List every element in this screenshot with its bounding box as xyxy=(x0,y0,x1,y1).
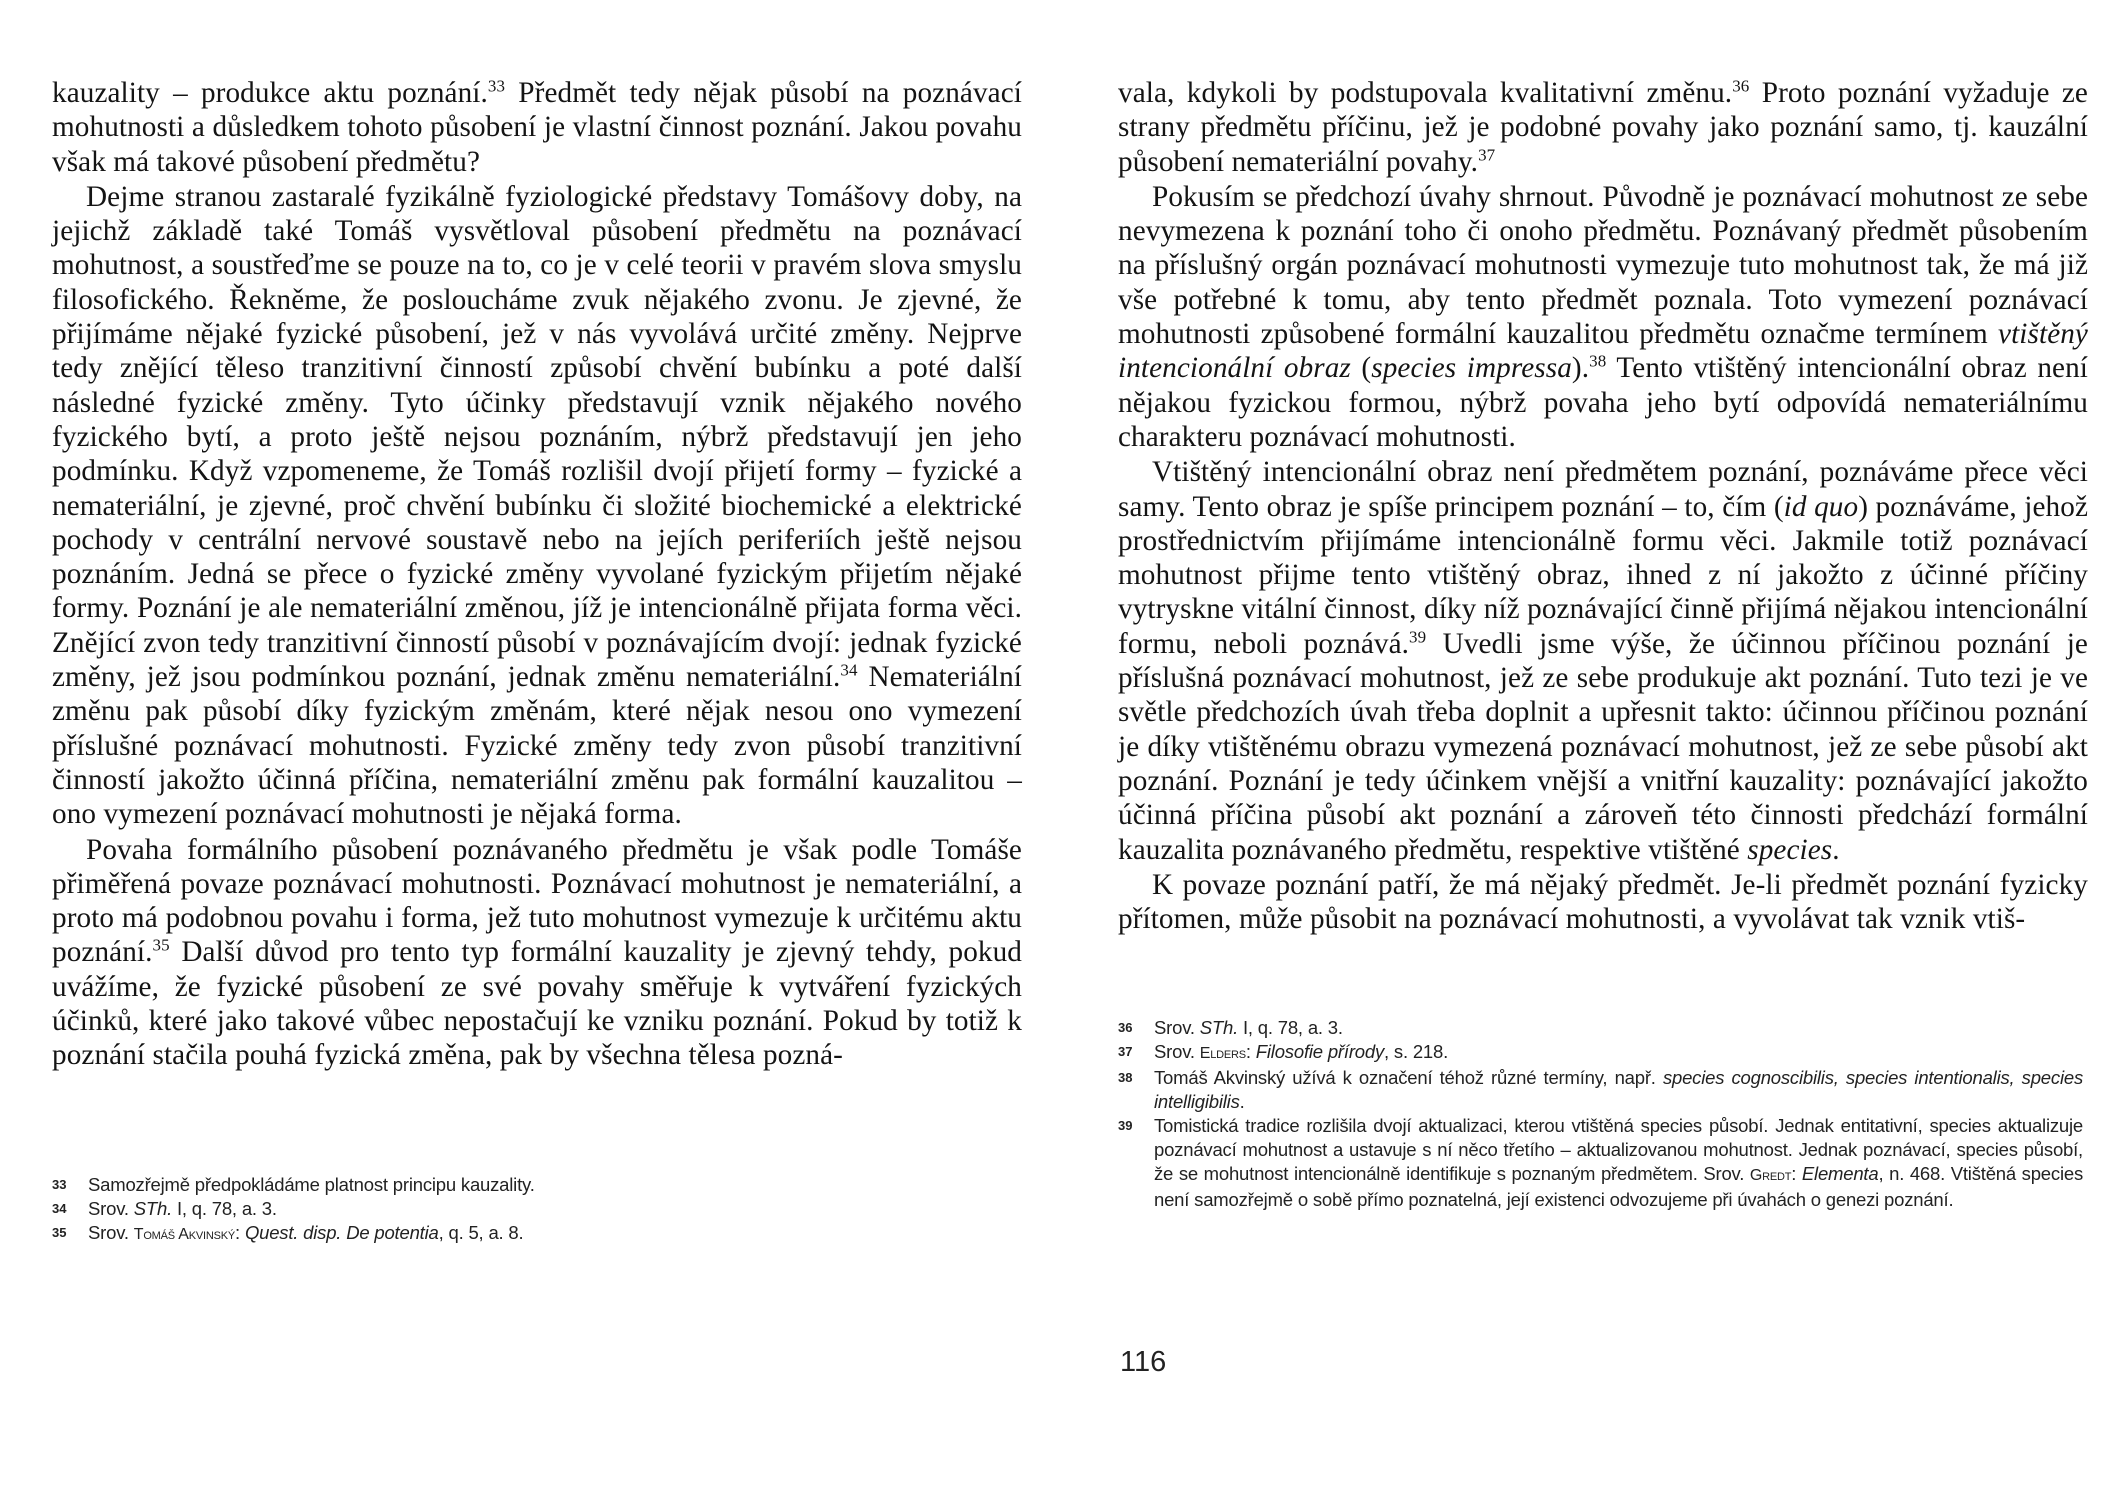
footnote: 39 Tomistická tradice rozlišila dvojí aktualizaci, kterou vtištěná species působí. Jednak entitativní, species aktualizuje poznávací mohutnost a ustavuje s ní něco třetího – aktualizovanou mohutnost. Jednak poznávací, species působí, že se mohutnost intencionálně identifikuje s poznaným předmětem. Srov. Gredt: Elementa, n. 468. Vtištěná species není samozřejmě o sobě přímo poznatelná, její existenci odvozujeme při úvahách o genezi poznání. xyxy=(1118,1115,2083,1210)
right-footnotes xyxy=(1118,1016,2083,1212)
footnote-ref: 35 xyxy=(152,935,170,955)
footnote-ref: 33 xyxy=(487,76,506,96)
footnote: 33 Samozřejmě předpokládáme platnost principu kauzality. xyxy=(52,1174,535,1195)
paragraph: Dejme stranou zastaralé fyzikálně fyziologické představy Tomášovy doby, na jejichž základě také Tomáš vysvětloval působení předmětu na poznávací mohutnost, a soustřeďme se pouze na to, co je v celé teorii v pravém slova smyslu filosofického. Řekněme, že posloucháme zvuk nějakého zvonu. Je zjevné, že přijímáme nějaké fyzické působení, jež v nás vyvolává určité změny. Nejprve tedy znějící těleso tranzitivní činností způsobí chvění bubínku a poté další následné fyzické změny. Tyto účinky představují vznik nějakého nového fyzického bytí, a proto ještě nejsou poznáním, nýbrž představují jen jeho podmínku. Když vzpomeneme, že Tomáš rozlišil dvojí přijetí formy – fyzické a nemateriální, je zjevné, proč chvění bubínku či složité biochemické a elektrické pochody v centrální nervové soustavě nebo na jejích periferiích ještě nejsou poznáním. Jedná se přece o fyzické změny vyvolané fyzickým přijetím nějaké formy. Poznání je ale nemateriální změnou, jíž je intencionálně přijata forma věci. Znějící zvon tedy tranzitivní činností působí v poznávajícím dvojí: jednak fyzické změny, jež jsou podmínkou poznání, jednak změnu nemateriální.$^{34}$ Nemateriální změnu pak působí díky fyzickým změnám, které nějak nesou ono vymezení příslušné poznávací mohutnosti. Fyzické změny tedy zvon působí tranzitivní činností jakožto účinná příčina, nemateriální změnu pak formální kauzalitou – ono vymezení poznávací mohutnosti je nějaká forma. xyxy=(52,180,1022,831)
left-footnotes xyxy=(52,1173,952,1247)
footnote: 35 Srov. Tomáš Akvinský: Quest. disp. De potentia, q. 5, a. 8. xyxy=(52,1222,524,1243)
right-column xyxy=(1118,76,2088,936)
paragraph: Pokusím se předchozí úvahy shrnout. Původně je poznávací mohutnost ze sebe nevymezena k poznání toho či onoho předmětu. Poznávaný předmět působením na příslušný orgán poznávací mohutnosti vymezuje tuto mohutnost tak, že má již vše potřebné k tomu, aby tento předmět poznala. Toto vymezení poznávací mohutnosti způsobené formální kauzalitou předmětu označme termínem vtištěný intencionální obraz (species impressa).$^{38}$ Tento vtištěný intencionální obraz není nějakou fyzickou formou, nýbrž povaha jeho bytí odpovídá nemateriálnímu charakteru poznávací mohutnosti. xyxy=(1118,180,2088,453)
footnote-ref: 38 xyxy=(1589,351,1607,371)
footnote-ref: 36 xyxy=(1732,76,1750,96)
paragraph: K povaze poznání patří, že má nějaký předmět. Je-li předmět poznání fyzicky přítomen, může působit na poznávací mohutnosti, a vyvolávat tak vznik vtiš- xyxy=(1118,868,2088,936)
footnote: 36 Srov. STh. I, q. 78, a. 3. xyxy=(1118,1017,1343,1038)
page-number: 116 xyxy=(1120,1346,1167,1378)
paragraph: Vtištěný intencionální obraz není předmětem poznání, poznáváme přece věci samy. Tento obraz je spíše principem poznání – to, čím (id quo) poznáváme, jehož prostřednictvím přijímáme intencionálně formu věci. Jakmile totiž poznávací mohutnost přijme tento vtištěný obraz, ihned z ní jakožto z účinné příčiny vytryskne vitální činnost, díky níž poznávající činně přijímá nějakou intencionální formu, neboli poznává.$^{39}$ Uvedli jsme výše, že účinnou příčinou poznání je příslušná poznávací mohutnost, jež ze sebe produkuje akt poznání. Tuto tezi je ve světle předchozích úvah třeba doplnit a upřesnit takto: účinnou příčinou poznání je díky vtištěnému obrazu vymezená poznávací mohutnost, jež ze sebe působí akt poznání. Poznání je tedy účinkem vnější a vnitřní kauzality: poznávající jakožto účinná příčina působí akt poznání a zároveň této činnosti předchází formální kauzalita poznávaného předmětu, respektive vtištěné species. xyxy=(1118,456,2088,866)
left-column xyxy=(52,76,1022,1073)
paragraph: vala, kdykoli by podstupovala kvalitativní změnu.$^{36}$ Proto poznání vyžaduje ze strany předmětu příčinu, jež je podobné povahy jako poznání samo, tj. kauzální působení nemateriální povahy.$^{37}$ xyxy=(1118,76,2088,178)
footnote-ref: 37 xyxy=(1478,144,1496,164)
paragraph: kauzality – produkce aktu poznání.$^{33}$ Předmět tedy nějak působí na poznávací mohutnosti a důsledkem tohoto působení je vlastní činnost poznání. Jakou povahu však má takové působení předmětu? xyxy=(52,76,1022,178)
paragraph: Povaha formálního působení poznávaného předmětu je však podle Tomáše přiměřená povaze poznávací mohutnosti. Poznávací mohutnost je nemateriální, a proto má podobnou povahu i forma, jež tuto mohutnost vymezuje k určitému aktu poznání.$^{35}$ Další důvod pro tento typ formální kauzality je zjevný tehdy, pokud uvážíme, že fyzické působení ze své povahy směřuje k vytváření fyzických účinků, které jako takové vůbec nepostačují ke vzniku poznání. Pokud by totiž k poznání stačila pouhá fyzická změna, pak by všechna tělesa pozná- xyxy=(52,833,1022,1072)
footnote: 38 Tomáš Akvinský užívá k označení téhož různé termíny, např. species cognoscibilis, species intentionalis, species intelligibilis. xyxy=(1118,1067,2083,1112)
footnote-ref: 34 xyxy=(840,660,858,680)
footnote-ref: 39 xyxy=(1409,627,1427,647)
footnote: 37 Srov. Elders: Filosofie přírody, s. 218. xyxy=(1118,1041,1449,1062)
footnote: 34 Srov. STh. I, q. 78, a. 3. xyxy=(52,1198,277,1219)
